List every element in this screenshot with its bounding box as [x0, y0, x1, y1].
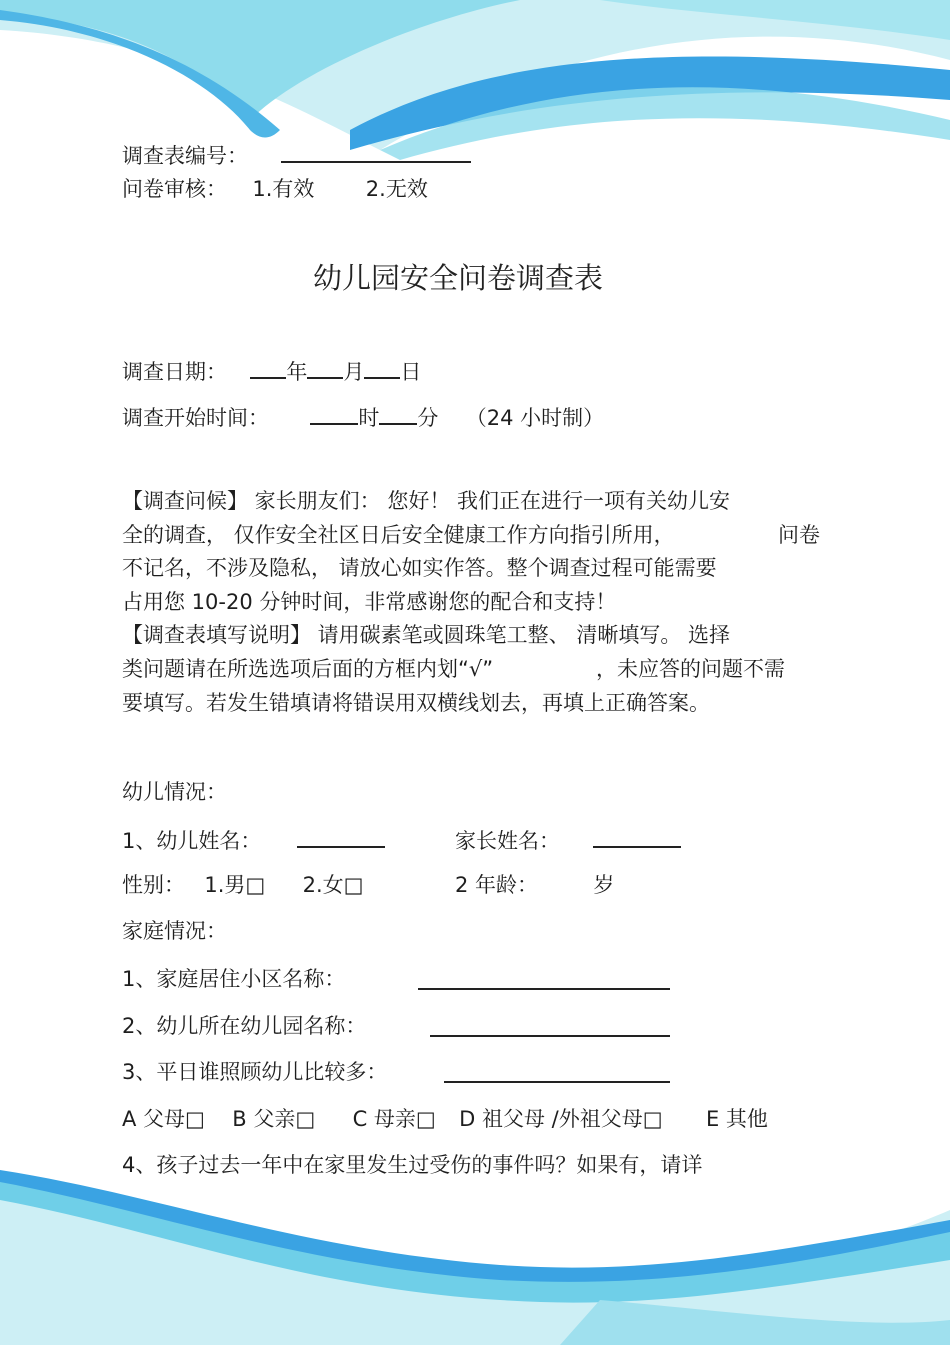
- family-q2-label: 2、幼儿所在幼儿园名称：: [122, 1014, 367, 1038]
- instruction-line-tail: ，未应答的问题不需: [596, 656, 785, 681]
- intro-line: [122, 519, 832, 553]
- option-other[interactable]: E 其他: [705, 1107, 768, 1131]
- instruction-line-text: 类问题请在所选选项后面的方框内划“√”: [122, 656, 494, 681]
- option-parents-checkbox[interactable]: A 父母□: [122, 1107, 205, 1131]
- caregiver-options: [122, 1105, 768, 1133]
- intro-line: 不记名，不涉及隐私， 请放心如实作答。整个调查过程可能需要: [122, 556, 717, 581]
- option-father-checkbox[interactable]: B 父亲□: [232, 1107, 316, 1131]
- minute-field[interactable]: [379, 405, 417, 425]
- age-label: 2 年龄：: [455, 873, 539, 897]
- gender-female-checkbox[interactable]: 2.女□: [302, 873, 364, 897]
- form-number-label: 调查表编号：: [122, 144, 248, 168]
- day-field[interactable]: [364, 359, 400, 379]
- time-format-note: （24 小时制）: [465, 406, 605, 430]
- hour-unit: 时: [358, 406, 380, 430]
- review-option-invalid[interactable]: 2.无效: [365, 177, 428, 201]
- child-name-row: [122, 827, 385, 855]
- year-unit: 年: [286, 360, 308, 384]
- gender-row: [122, 871, 364, 899]
- gender-male-checkbox[interactable]: 1.男□: [204, 873, 266, 897]
- instruction-line: 【调查表填写说明】 请用碳素笔或圆珠笔工整、 清晰填写。 选择: [122, 623, 731, 648]
- option-mother-checkbox[interactable]: C 母亲□: [352, 1107, 436, 1131]
- child-section-label: 幼儿情况：: [122, 780, 227, 804]
- year-field[interactable]: [250, 359, 286, 379]
- age-row: [455, 871, 614, 899]
- review-option-valid[interactable]: 1.有效: [252, 177, 315, 201]
- parent-name-row: [455, 827, 681, 855]
- form-number-row: [122, 142, 471, 170]
- family-q2-row: [122, 1012, 366, 1040]
- kindergarten-name-field[interactable]: [430, 1017, 670, 1037]
- intro-line: 【调查问候】 家长朋友们： 您好！ 我们正在进行一项有关幼儿安: [122, 489, 731, 513]
- family-q4-label: 4、孩子过去一年中在家里发生过受伤的事件吗？如果有，请详: [122, 1153, 703, 1177]
- parent-name-label: 家长姓名：: [455, 829, 560, 853]
- family-q1-row: [122, 965, 345, 993]
- parent-name-field[interactable]: [593, 828, 681, 848]
- instruction-line: 要填写。若发生错填请将错误用双横线划去，再填上正确答案。: [122, 690, 710, 715]
- month-unit: 月: [343, 360, 365, 384]
- child-name-label: 1、幼儿姓名：: [122, 829, 262, 853]
- intro-line: 占用您 10-20 分钟时间，非常感谢您的配合和支持！: [122, 589, 617, 614]
- option-grandparents-checkbox[interactable]: D 祖父母 /外祖父母□: [459, 1107, 663, 1131]
- survey-date-label: 调查日期：: [122, 360, 227, 384]
- caregiver-field[interactable]: [444, 1063, 670, 1083]
- intro-line-text: 全的调查， 仅作安全社区日后安全健康工作方向指引所用，: [122, 522, 675, 547]
- age-unit: 岁: [593, 873, 615, 897]
- review-row: [122, 175, 428, 203]
- hour-field[interactable]: [310, 405, 358, 425]
- community-name-field[interactable]: [418, 970, 670, 990]
- survey-date-row: [122, 358, 421, 386]
- intro-line-tail: 问卷: [778, 522, 820, 547]
- start-time-label: 调查开始时间：: [122, 406, 269, 430]
- family-q4-row: [122, 1151, 702, 1179]
- family-q3-row: [122, 1058, 387, 1086]
- family-section-label: 家庭情况：: [122, 919, 227, 943]
- instruction-line: [122, 653, 832, 687]
- family-q1-label: 1、家庭居住小区名称：: [122, 967, 346, 991]
- day-unit: 日: [400, 360, 422, 384]
- minute-unit: 分: [417, 406, 439, 430]
- form-number-field[interactable]: [281, 143, 471, 163]
- review-label: 问卷审核：: [122, 177, 227, 201]
- family-q3-label: 3、平日谁照顾幼儿比较多：: [122, 1060, 388, 1084]
- intro-paragraph: [122, 485, 832, 720]
- page-title: 幼儿园安全问卷调查表: [312, 261, 603, 295]
- gender-label: 性别：: [122, 873, 185, 897]
- child-name-field[interactable]: [297, 828, 385, 848]
- month-field[interactable]: [307, 359, 343, 379]
- start-time-row: [122, 404, 604, 432]
